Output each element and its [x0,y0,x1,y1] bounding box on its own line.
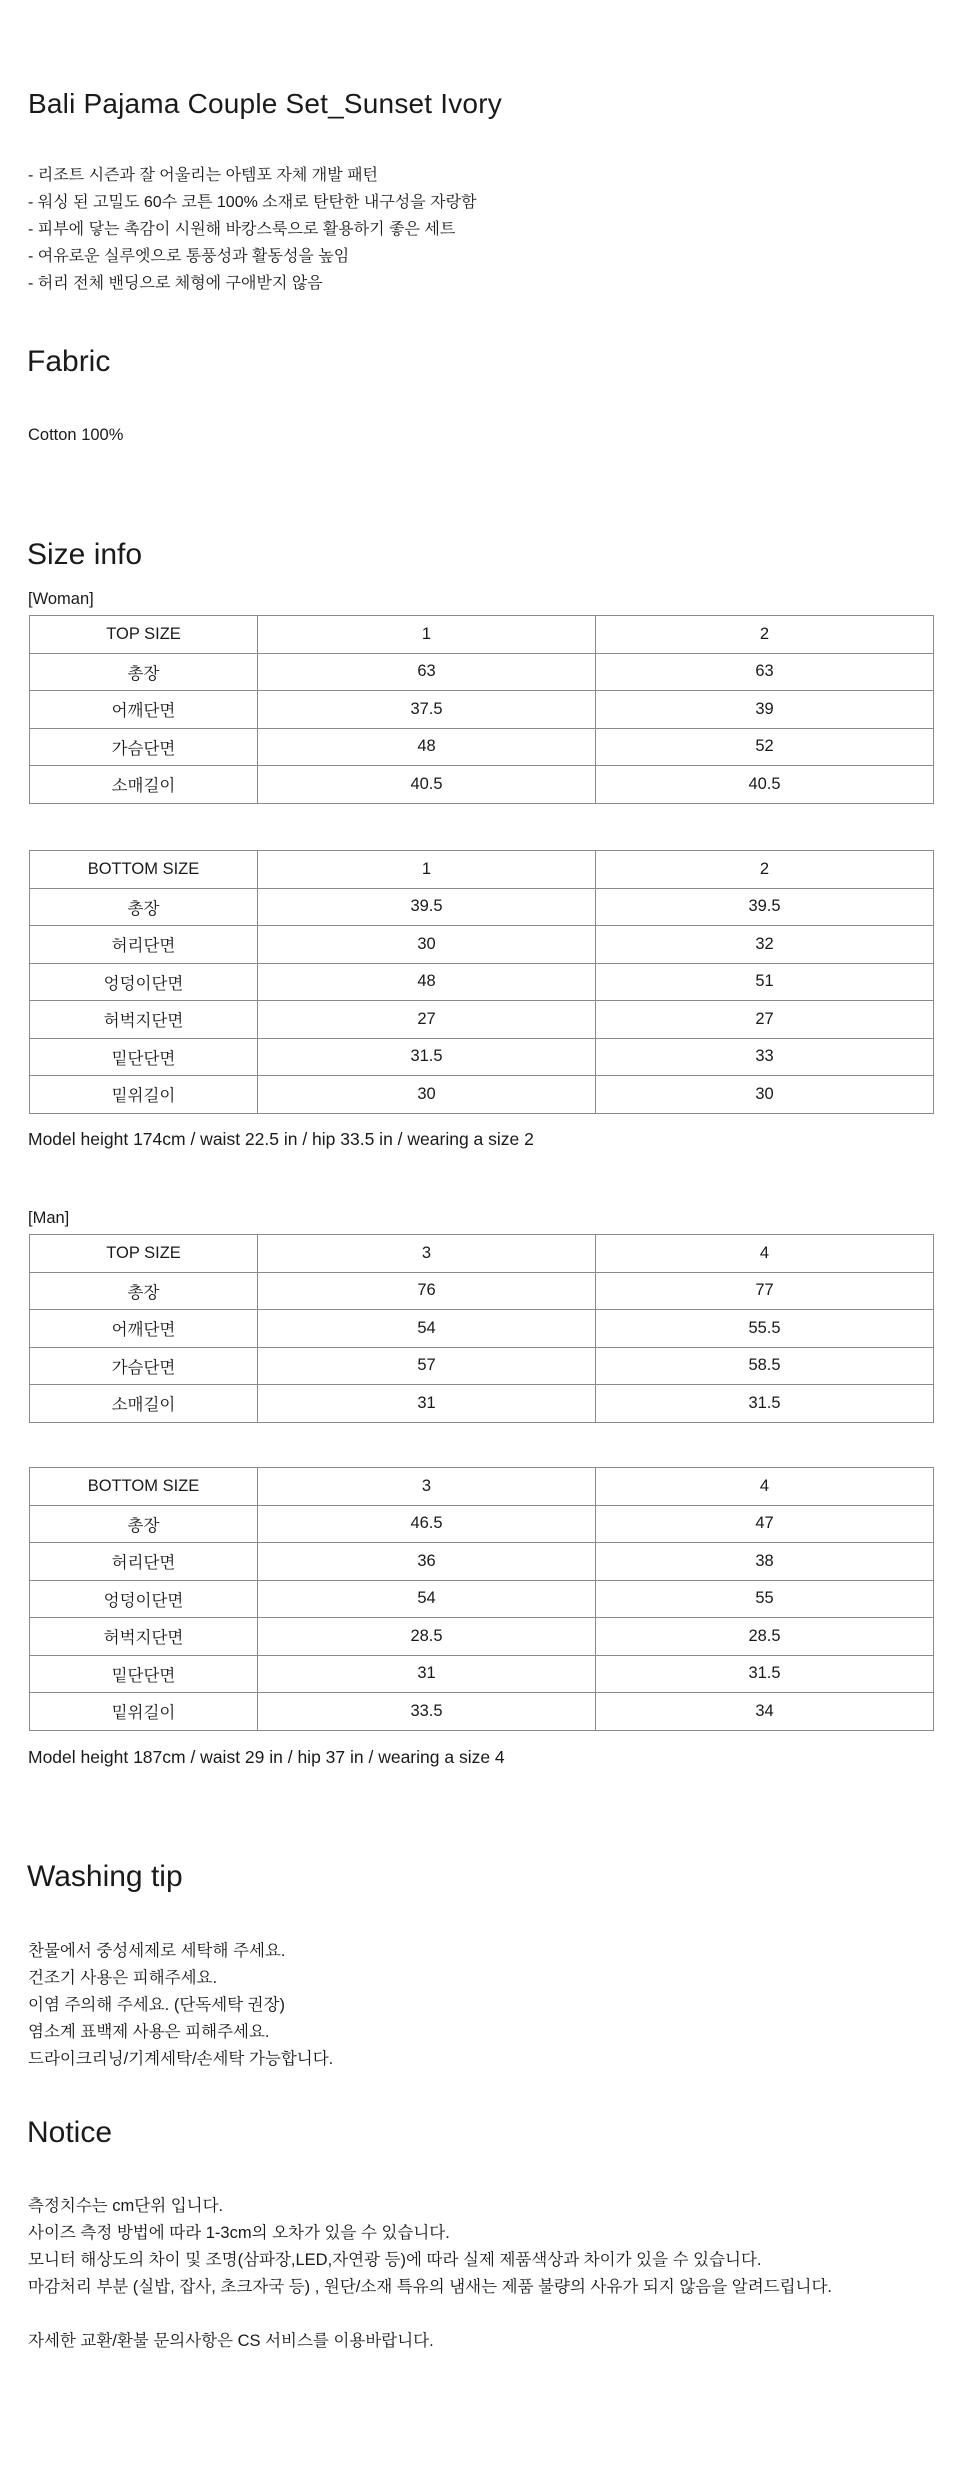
washing-line: 이염 주의해 주세요. (단독세탁 권장) [28,1996,286,2014]
measurement-value: 37.5 [258,691,596,729]
measurement-value: 33.5 [258,1693,596,1731]
woman-model-info: Model height 174cm / waist 22.5 in / hip 33.5 in / wearing a size 2 [28,1129,534,1149]
table-row [30,691,934,729]
measurement-value: 40.5 [258,766,596,804]
measurement-value: 31 [258,1385,596,1423]
measurement-value: 36 [258,1543,596,1581]
measurement-value: 38 [596,1543,934,1581]
washing-heading: Washing tip [27,1860,183,1893]
table-row [30,1038,934,1076]
table-row [30,888,934,926]
description-line: - 워싱 된 고밀도 60수 코튼 100% 소재로 탄탄한 내구성을 자랑함 [28,194,477,211]
table-header-cell: 2 [596,851,934,889]
measurement-label: 허리단면 [30,926,258,964]
table-row [30,653,934,691]
measurement-value: 39.5 [258,888,596,926]
woman-bottom-size-table [29,850,934,1114]
measurement-value: 34 [596,1693,934,1731]
table-row [30,1272,934,1310]
measurement-label: 밑단단면 [30,1038,258,1076]
measurement-value: 51 [596,963,934,1001]
washing-line: 찬물에서 중성세제로 세탁해 주세요. [28,1942,286,1960]
table-row [30,766,934,804]
table-header-cell: 3 [258,1235,596,1273]
measurement-value: 63 [596,653,934,691]
measurement-label: 엉덩이단면 [30,963,258,1001]
notice-line [28,2301,832,2328]
fabric-heading: Fabric [27,345,111,378]
measurement-value: 39.5 [596,888,934,926]
table-header-cell: 4 [596,1235,934,1273]
notice-line: 자세한 교환/환불 문의사항은 CS 서비스를 이용바랍니다. [28,2332,434,2350]
description-line: - 허리 전체 밴딩으로 체형에 구애받지 않음 [28,275,323,292]
table-row [30,1543,934,1581]
measurement-value: 54 [258,1580,596,1618]
table-row [30,728,934,766]
measurement-label: 밑위길이 [30,1693,258,1731]
table-header-cell: 4 [596,1468,934,1506]
measurement-label: 총장 [30,888,258,926]
measurement-value: 30 [258,926,596,964]
measurement-label: 허벅지단면 [30,1618,258,1656]
table-header-row [30,1468,934,1506]
table-row [30,926,934,964]
table-row [30,1001,934,1039]
table-header-row [30,616,934,654]
measurement-value: 57 [258,1347,596,1385]
table-row [30,1385,934,1423]
description-line: - 피부에 닿는 촉감이 시원해 바캉스룩으로 활용하기 좋은 세트 [28,221,456,238]
washing-tips [28,1938,333,2073]
table-header-cell: BOTTOM SIZE [30,851,258,889]
washing-line: 건조기 사용은 피해주세요. [28,1969,218,1987]
measurement-label: 가슴단면 [30,728,258,766]
measurement-value: 48 [258,728,596,766]
measurement-value: 46.5 [258,1505,596,1543]
measurement-value: 40.5 [596,766,934,804]
notice-line: 사이즈 측정 방법에 따라 1-3cm의 오차가 있을 수 있습니다. [28,2224,450,2242]
measurement-value: 48 [258,963,596,1001]
measurement-label: 총장 [30,1505,258,1543]
notice-line: 마감처리 부분 (실밥, 잡사, 초크자국 등) , 원단/소재 특유의 냄새는 제품 불량의 사유가 되지 않음을 알려드립니다. [28,2278,832,2296]
measurement-value: 77 [596,1272,934,1310]
size-info-heading: Size info [27,538,143,571]
table-row [30,1580,934,1618]
measurement-value: 27 [258,1001,596,1039]
notice-heading: Notice [27,2116,113,2149]
notice-line: 측정치수는 cm단위 입니다. [28,2197,224,2215]
man-top-size-table [29,1234,934,1423]
measurement-value: 31.5 [596,1655,934,1693]
table-row [30,1347,934,1385]
table-row [30,1655,934,1693]
measurement-label: 가슴단면 [30,1347,258,1385]
table-header-row [30,851,934,889]
man-bottom-size-table [29,1467,934,1731]
table-row [30,963,934,1001]
product-description [28,162,477,297]
description-line: - 여유로운 실루엣으로 통풍성과 활동성을 높임 [28,248,350,265]
table-header-cell: BOTTOM SIZE [30,1468,258,1506]
measurement-label: 총장 [30,1272,258,1310]
measurement-label: 엉덩이단면 [30,1580,258,1618]
table-header-cell: 1 [258,851,596,889]
measurement-value: 76 [258,1272,596,1310]
measurement-label: 허벅지단면 [30,1001,258,1039]
man-label: [Man] [28,1209,70,1227]
measurement-label: 허리단면 [30,1543,258,1581]
table-header-cell: TOP SIZE [30,1235,258,1273]
measurement-value: 33 [596,1038,934,1076]
table-row [30,1310,934,1348]
measurement-value: 31 [258,1655,596,1693]
measurement-value: 55.5 [596,1310,934,1348]
measurement-value: 28.5 [596,1618,934,1656]
man-model-info: Model height 187cm / waist 29 in / hip 37 in / wearing a size 4 [28,1747,505,1767]
notice-line: 모니터 해상도의 차이 및 조명(삼파장,LED,자연광 등)에 따라 실제 제품색상과 차이가 있을 수 있습니다. [28,2251,762,2269]
table-row [30,1076,934,1114]
table-header-cell: 1 [258,616,596,654]
measurement-value: 47 [596,1505,934,1543]
measurement-value: 32 [596,926,934,964]
table-header-cell: 2 [596,616,934,654]
measurement-value: 28.5 [258,1618,596,1656]
measurement-label: 어깨단면 [30,1310,258,1348]
measurement-value: 31.5 [596,1385,934,1423]
notice-text [28,2193,832,2355]
measurement-label: 소매길이 [30,766,258,804]
measurement-value: 63 [258,653,596,691]
measurement-value: 39 [596,691,934,729]
product-title: Bali Pajama Couple Set_Sunset Ivory [28,88,502,119]
table-row [30,1693,934,1731]
washing-line: 드라이크리닝/기계세탁/손세탁 가능합니다. [28,2050,334,2068]
woman-label: [Woman] [28,590,94,608]
table-header-row [30,1235,934,1273]
table-header-cell: 3 [258,1468,596,1506]
measurement-value: 30 [596,1076,934,1114]
measurement-value: 52 [596,728,934,766]
woman-top-size-table [29,615,934,804]
measurement-label: 밑단단면 [30,1655,258,1693]
measurement-value: 54 [258,1310,596,1348]
table-row [30,1618,934,1656]
measurement-label: 소매길이 [30,1385,258,1423]
description-line: - 리조트 시즌과 잘 어울리는 아템포 자체 개발 패턴 [28,167,379,184]
table-header-cell: TOP SIZE [30,616,258,654]
measurement-value: 30 [258,1076,596,1114]
measurement-value: 58.5 [596,1347,934,1385]
fabric-value: Cotton 100% [28,426,124,444]
measurement-value: 55 [596,1580,934,1618]
washing-line: 염소계 표백제 사용은 피해주세요. [28,2023,270,2041]
measurement-value: 31.5 [258,1038,596,1076]
table-row [30,1505,934,1543]
measurement-label: 어깨단면 [30,691,258,729]
measurement-value: 27 [596,1001,934,1039]
measurement-label: 총장 [30,653,258,691]
measurement-label: 밑위길이 [30,1076,258,1114]
